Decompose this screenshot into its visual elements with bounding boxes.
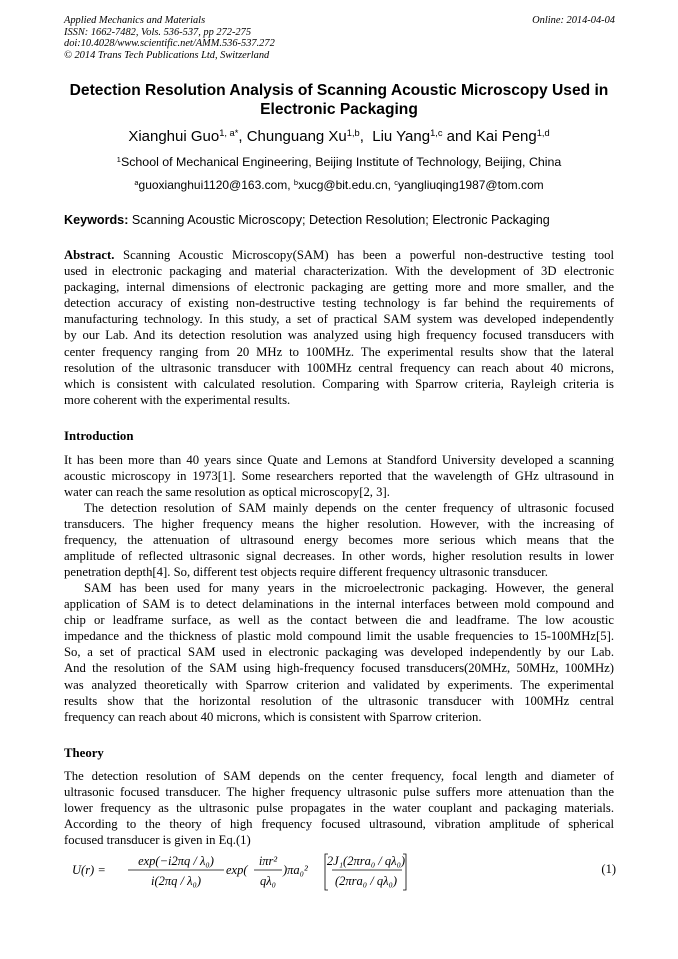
issn: ISSN: 1662-7482, Vols. 536-537, pp 272-275 — [64, 26, 252, 38]
journal-header — [64, 15, 275, 61]
affiliation — [40, 155, 638, 169]
eq-fraction2-denominator: qλ₀ — [259, 874, 277, 888]
text-line: manufacturing technology. In this study, a set of practical SAM system was developed independently — [64, 312, 614, 327]
text-line: amplitude of reflected ultrasonic signal decreases. In other words, higher resolution results in lower — [64, 549, 614, 564]
text-line: water can reach the same resolution as optical microscopy[2, 3]. — [64, 485, 390, 500]
keywords-text: Scanning Acoustic Microscopy; Detection Resolution; Electronic Packaging — [131, 213, 550, 227]
author-name: Liu Yang — [372, 128, 431, 145]
email-mark: b — [293, 177, 299, 187]
text-line: impedance and the thickness of plastic mold compound limit the usable frequencies to 15-100MHz[5]. — [64, 629, 614, 644]
keywords — [64, 213, 550, 227]
text-line: results show that the horizontal resolution of the ultrasonic transducer with 100MHz central — [64, 693, 614, 708]
equation-number: (1) — [601, 862, 616, 876]
affiliation-mark: 1 — [116, 154, 121, 164]
text-line: So, a set of practical SAM used in electronic packaging was developed independently by our Lab. — [64, 645, 614, 660]
abstract — [64, 247, 614, 408]
text-line: more coherent with the experimental results. — [64, 392, 291, 407]
text-line: It has been more than 40 years since Quate and Lemons at Standford University developed a scanning — [64, 453, 614, 467]
author-separator: , — [238, 128, 247, 145]
email-link[interactable]: yangliuqing1987@tom.com — [398, 178, 544, 192]
section-heading-theory: Theory — [64, 746, 104, 760]
text-line: used in electronic packaging and material characterization. With the development of 3D electronic — [64, 264, 614, 279]
author-affiliation-mark: 1, a* — [219, 127, 239, 138]
text-line: According to the theory of high frequency focused ultrasound, vibration amplitude of spherical — [64, 817, 614, 832]
text-line: chip or leadframe surface, as well as the contact between die and leadframe. The low acoustic — [64, 613, 614, 628]
online-date: Online: 2014-04-04 — [532, 15, 615, 26]
text-line: which is consistent with calculated resolution. Comparing with Sparrow criteria, Rayleigh criteria is — [64, 376, 614, 391]
abstract-first-line: Scanning Acoustic Microscopy(SAM) has been a powerful non-destructive testing tool — [114, 248, 614, 262]
author-affiliation-mark: 1,c — [430, 127, 443, 138]
eq-fraction2-numerator: iπr² — [258, 854, 278, 868]
text-line: penetration depth[4]. So, different test objects require different frequency ultrasonic transducer. — [64, 565, 548, 580]
journal-name: Applied Mechanics and Materials — [64, 15, 206, 26]
email-mark: c — [394, 177, 399, 187]
text-line: ultrasonic focused transducer. The higher frequency ultrasonic pulse suffers more attenuation than the — [64, 785, 614, 800]
text-line: The detection resolution of SAM mainly depends on the center frequency of ultrasonic focused — [84, 501, 614, 515]
text-line: packaging, internal dimensions of electronic packaging are getting more and more smaller, and the — [64, 280, 614, 295]
eq-fraction1-numerator: exp(−i2πq / λ₀) — [138, 854, 214, 868]
email-link[interactable]: guoxianghui1120@163.com, — [138, 178, 294, 192]
eq-lhs: U(r) = — [72, 863, 106, 877]
text-line: by our Lab. And its detection resolution was analyzed using high frequency focused transducers with — [64, 328, 614, 343]
text-line: The detection resolution of SAM depends on the center frequency, focal length and diameter of — [64, 769, 614, 783]
intro-paragraph-3 — [64, 580, 614, 725]
title-line: Electronic Packaging — [260, 101, 418, 118]
text-line: focused transducer is given in Eq.(1) — [64, 833, 251, 848]
intro-paragraph-2 — [64, 500, 614, 580]
text-line: And the resolution of the SAM using high-frequency focused transducers(20MHz, 50MHz, 100MHz) — [64, 661, 614, 676]
affiliation-text: School of Mechanical Engineering, Beijing Institute of Technology, Beijing, China — [120, 155, 562, 169]
eq-fraction3-numerator: 2J₁(2πra₀ / qλ₀) — [326, 854, 406, 868]
author-name: Xianghui Guo — [128, 128, 220, 145]
section-heading-introduction: Introduction — [64, 429, 134, 443]
eq-exp: exp( — [226, 863, 248, 877]
eq-prefactor: )πa₀² — [283, 863, 308, 877]
text-line: lower frequency as the ultrasonic pulse propagates in the water couplant and packaging materials. — [64, 801, 614, 816]
author-name: Chunguang Xu — [246, 128, 347, 145]
text-line: frequency, the attenuation of ultrasound energy becomes more serious which means that the — [64, 533, 614, 548]
text-line: frequency can reach about 40 microns, which is consistent with Sparrow criterion. — [64, 709, 482, 724]
email-list — [40, 178, 638, 192]
abstract-label: Abstract. — [64, 248, 115, 262]
intro-paragraph-1 — [64, 452, 614, 500]
copyright: © 2014 Trans Tech Publications Ltd, Switzerland — [64, 49, 270, 61]
text-line: transducers. The higher frequency means the higher resolution. However, with the increasing of — [64, 517, 614, 532]
eq-fraction3-denominator: (2πra₀ / qλ₀) — [334, 874, 398, 888]
text-line: acoustic microscopy in 1973[1]. Some researchers reported that the wavelength of GHz ultrasound in — [64, 469, 614, 484]
equation-graphic — [72, 848, 572, 892]
text-line: center frequency ranging from 20 MHz to 100MHz. The experimental results show that the lateral — [64, 344, 614, 359]
author-affiliation-mark: 1,d — [536, 127, 550, 138]
text-line: resolution of the ultrasonic transducer with 100MHz central frequency can reach about 40 microns, — [64, 360, 614, 375]
theory-paragraph-1 — [64, 768, 614, 848]
title-line: Detection Resolution Analysis of Scanning Acoustic Microscopy Used in — [69, 82, 609, 99]
text-line: application of SAM is to detect delaminations in the internal interfaces between mold compound and — [64, 597, 614, 612]
equation-1 — [72, 848, 616, 892]
email-mark: a — [134, 177, 139, 187]
paper-title — [40, 81, 638, 119]
author-separator: and — [442, 128, 476, 145]
author-affiliation-mark: 1,b — [346, 127, 360, 138]
eq-fraction1-denominator: i(2πq / λ₀) — [150, 874, 202, 888]
text-line — [64, 247, 614, 263]
text-line: detection accuracy of existing non-destructive testing technology is far behind the requirements of — [64, 296, 614, 311]
text-line: was analyzed theoretically with Sparrow criterion and validated by experiments. The experimental — [64, 677, 614, 692]
keywords-label: Keywords: — [64, 213, 129, 227]
email-link[interactable]: xucg@bit.edu.cn, — [298, 178, 395, 192]
text-line: SAM has been used for many years in the microelectronic packaging. However, the general — [84, 581, 614, 595]
author-list — [40, 128, 638, 146]
doi: doi:10.4028/www.scientific.net/AMM.536-537.272 — [64, 38, 275, 50]
author-separator: , — [359, 128, 373, 145]
author-name: Kai Peng — [475, 128, 537, 145]
